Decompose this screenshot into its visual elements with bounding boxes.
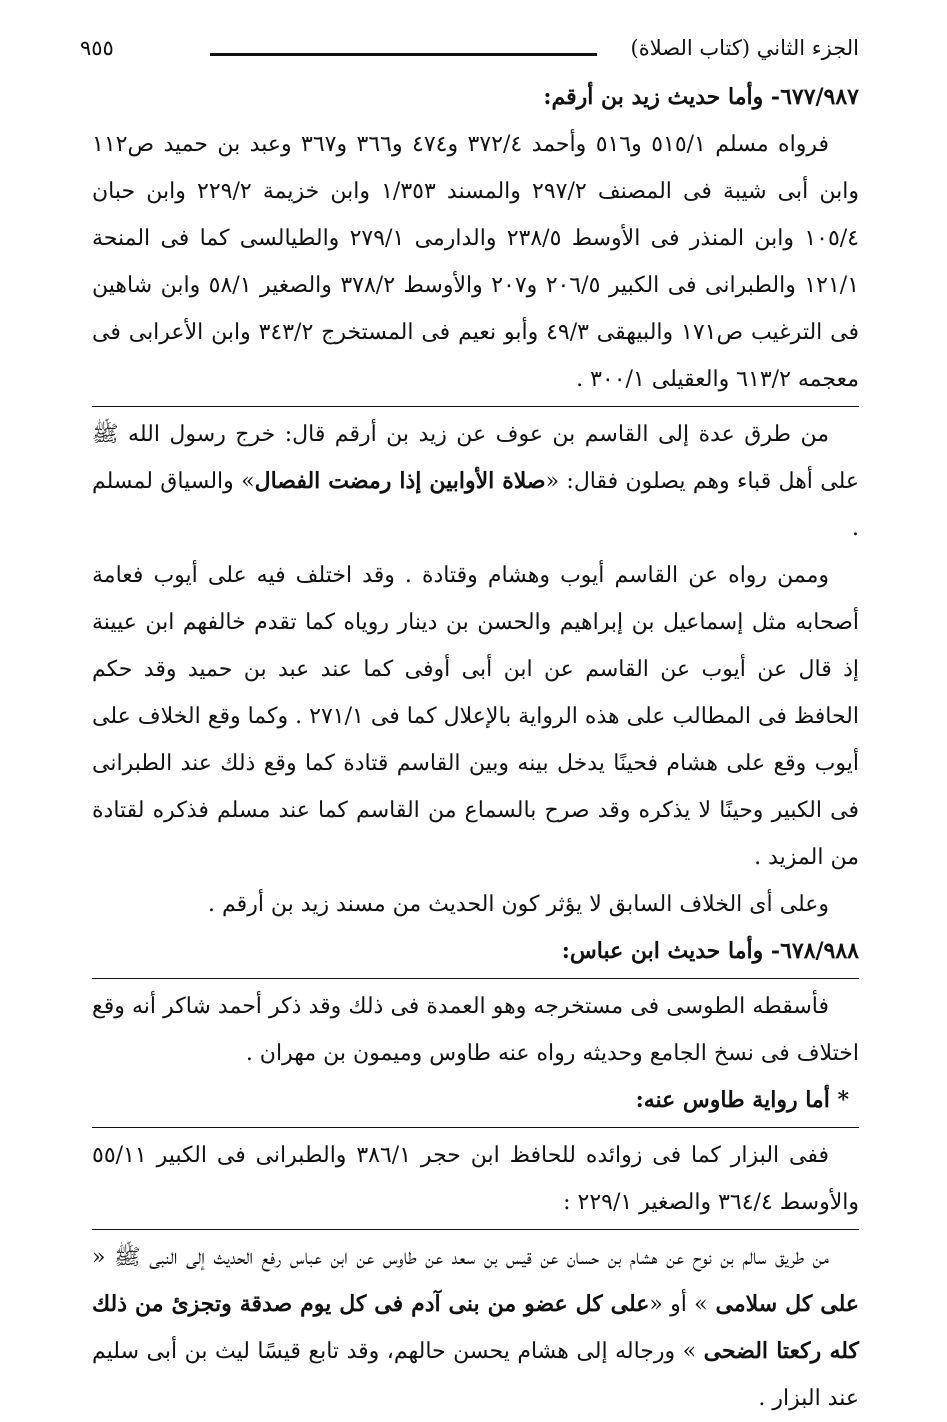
hadith-quote-bold: صلاة الأوابين إذا رمضت الفصال xyxy=(254,468,546,494)
hadith-source-note: » والسياق لمسلم . xyxy=(92,469,859,541)
narrators-note: » ورجاله إلى هشام يحسن حالهم، وقد تابع قيسًا ليث بن أبى سليم عند البزار . xyxy=(92,1339,859,1411)
running-title: الجزء الثاني (كتاب الصلاة) xyxy=(630,36,859,60)
paragraph-tusi-note: فأسقطه الطوسى فى مستخرجه وهو العمدة فى ذلك وقد ذكر أحمد شاكر أنه وقع اختلاف فى نسخ الجامع وحديثه رواه عنه طاوس وميمون بن مهران . xyxy=(92,994,859,1066)
connector-text: » أو « xyxy=(649,1292,708,1317)
section-divider xyxy=(92,978,859,979)
section-divider xyxy=(92,1127,859,1128)
hadith-quote-bold: على كل سلامى xyxy=(707,1291,859,1317)
paragraph-bazzar-sources: ففى البزار كما فى زوائده للحافظ ابن حجر ٣٨٦/١ والطبرانى فى الكبير ٥٥/١١ والأوسط ٣٦٤/٤ والصغير ٢٢٩/١ : xyxy=(92,1143,859,1215)
hadith-heading-zayd: ٦٧٧/٩٨٧- وأما حديث زيد بن أرقم: xyxy=(543,84,859,110)
hadith-intro-text: من طرق عدة إلى القاسم بن عوف عن زيد بن أرقم قال: خرج رسول الله ﷺ على أهل قباء وهم يصلون فقال: « xyxy=(92,422,859,494)
section-divider xyxy=(92,1229,859,1230)
hadith-quote-bold: على كل عضو من بنى آدم فى كل يوم صدقة وتجزئ من ذلك كله ركعتا الضحى xyxy=(92,1291,859,1364)
chain-text: من طريق سالم بن نوح عن هشام بن حسان عن قيس بن سعد عن طاوس عن ابن عباس رفع الحديث إلى النبى ﷺ « xyxy=(92,1245,829,1270)
paragraph-hadith-text-zayd xyxy=(92,411,859,552)
paragraph-conclusion-zayd: وعلى أى الخلاف السابق لا يؤثر كون الحديث من مسند زيد بن أرقم . xyxy=(208,892,829,917)
paragraph-takhrij-zayd: فرواه مسلم ٥١٥/١ و٥١٦ وأحمد ٣٧٢/٤ و٤٧٤ و٣٦٦ و٣٦٧ وعبد بن حميد ص١١٢ وابن أبى شيبة فى المصنف ٢٩٧/٢ والمسند ١/٣٥٣ وابن خزيمة ٢٢٩/٢ وابن حبان ١٠٥/٤ وابن المنذر فى الأوسط ٢٣٨/٥ والدارمى ٢٧٩/١ والطيالسى كما فى المنحة ١٢١/١ والطبرانى فى الكبير ٢٠٦/٥ و٢٠٧ والأوسط ٣٧٨/٢ والصغير ٥٨/١ وابن شاهين فى الترغيب ص١٧١ والبيهقى ٤٩/٣ وأبو نعيم فى المستخرج ٣٤٣/٢ وابن الأعرابى فى معجمه ٦١٣/٢ والعقيلى ٣٠٠/١ . xyxy=(92,132,860,392)
subheading-tawus-narration: * أما رواية طاوس عنه: xyxy=(635,1087,849,1113)
page-header xyxy=(80,36,859,74)
paragraph-narrators-discussion: وممن رواه عن القاسم أيوب وهشام وقتادة . وقد اختلف فيه على أيوب فعامة أصحابه مثل إسماعيل بن إبراهيم والحسن بن دينار روياه كما تقدم خالفهم ابن عيينة إذ قال عن أيوب عن القاسم عن ابن أبى أوفى كما عند عبد بن حميد وقد حكم الحافظ فى المطالب على هذه الرواية بالإعلال كما فى ٢٧١/١ . وكما وقع الخلاف على أيوب وقع على هشام فحينًا يدخل بينه وبين القاسم قتادة كما وقع ذلك عند الطبرانى فى الكبير وحينًا لا يذكره وقد صرح بالسماع من القاسم كما عند مسلم فذكره لقتادة من المزيد . xyxy=(92,563,859,870)
section-divider xyxy=(92,406,859,407)
header-rule xyxy=(210,53,597,56)
page-number: ٩٥٥ xyxy=(80,36,114,60)
paragraph-hadith-text-ibn-abbas xyxy=(92,1234,859,1422)
hadith-heading-ibn-abbas: ٦٧٨/٩٨٨- وأما حديث ابن عباس: xyxy=(561,938,859,964)
